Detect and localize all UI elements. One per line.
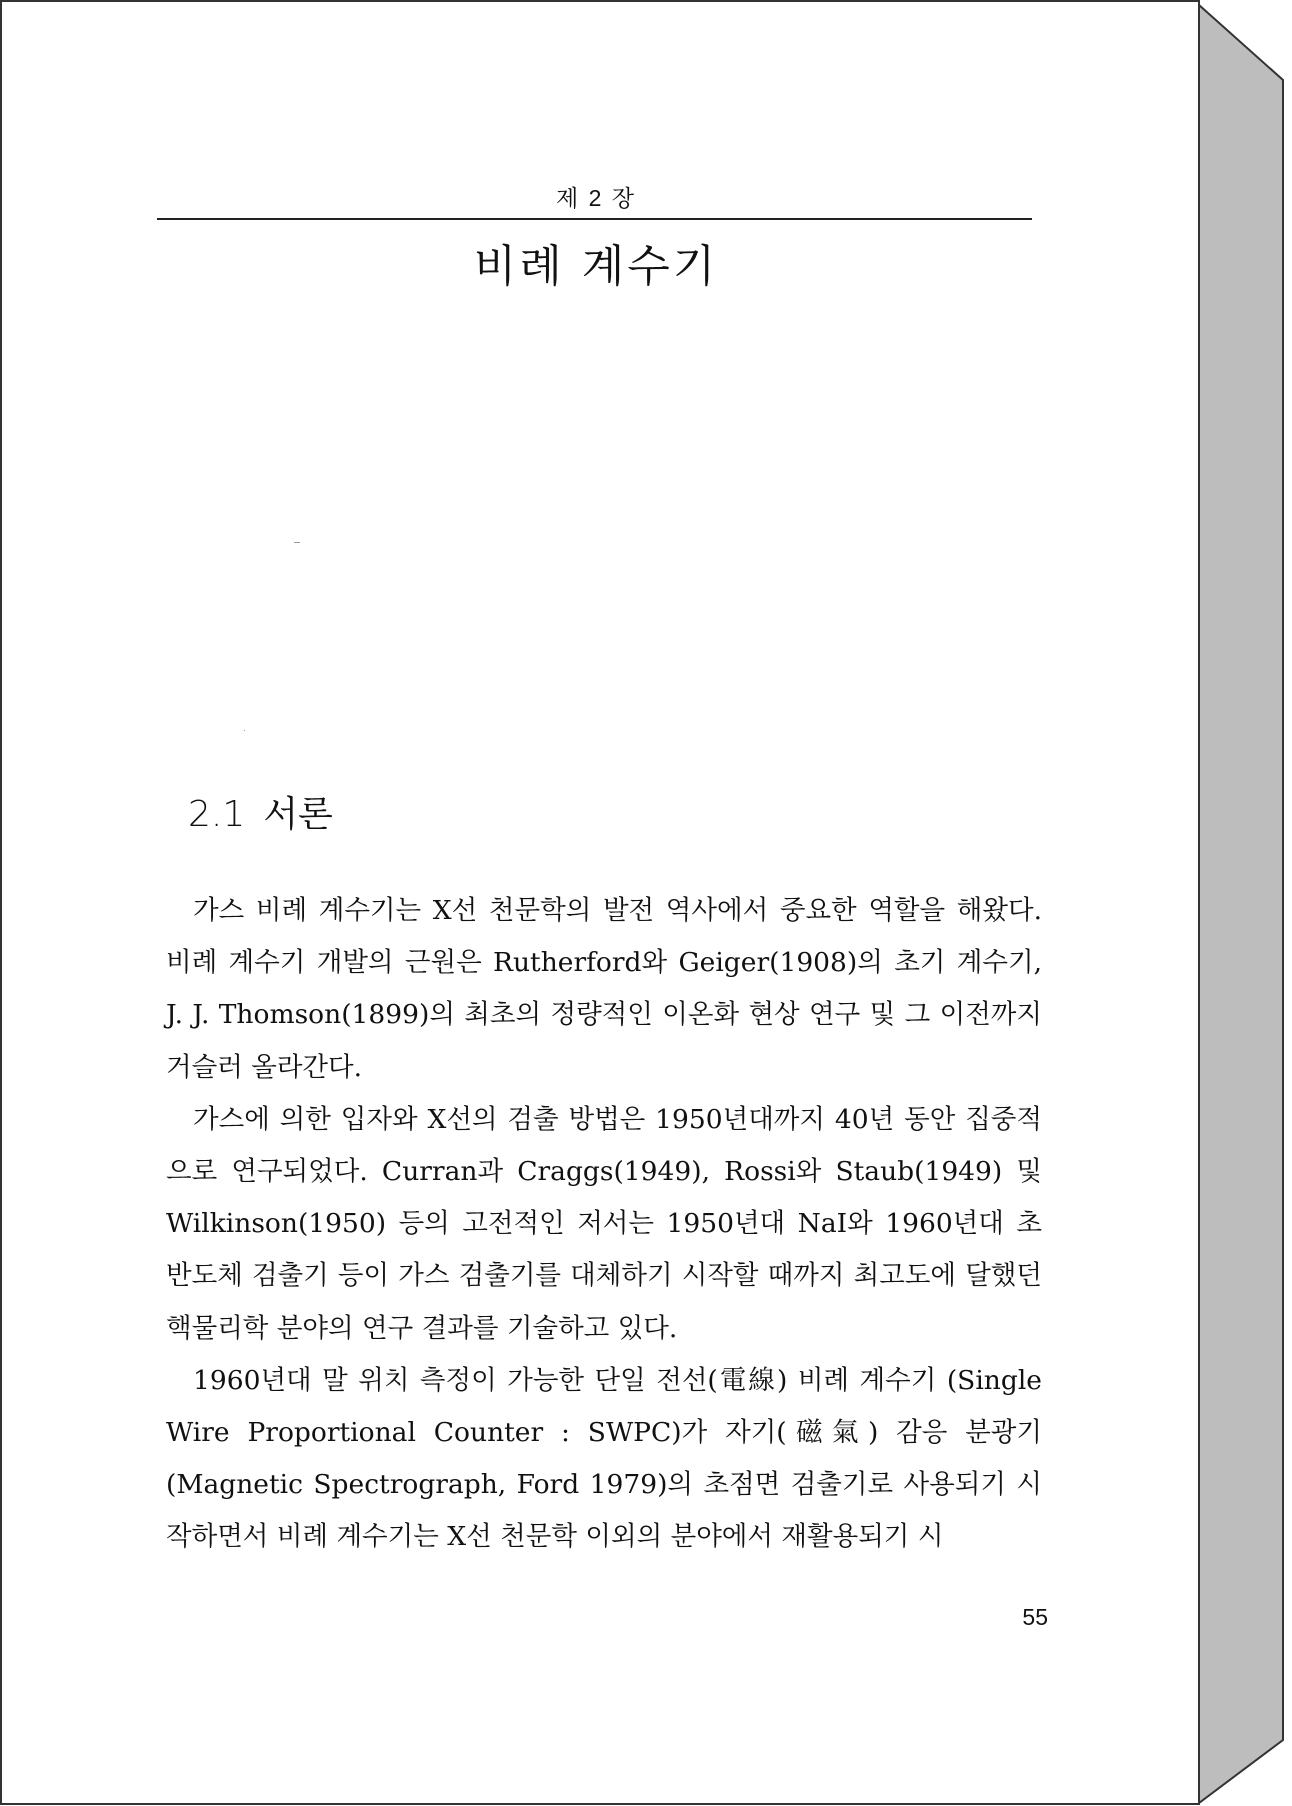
body-text — [166, 885, 1042, 1564]
section-number: 2.1 — [188, 794, 246, 835]
scan-speck — [244, 730, 245, 731]
section-heading — [188, 786, 333, 837]
chapter-title: 비례 계수기 — [473, 241, 719, 292]
page-edge-shadow — [1199, 5, 1283, 1803]
paragraph: 가스에 의한 입자와 X선의 검출 방법은 1950년대까지 40년 동안 집중적으로 연구되었다. Curran과 Craggs(1949), Rossi와 Staub(1949) 및 Wilkinson(1950) 등의 고전적인 저서는 1950년대 NaI와 1960년대 초 반도체 검출기 등이 가스 검출기를 대체하기 시작할 때까지 최고도에 달했던 핵물리학 분야의 연구 결과를 기술하고 있다. — [166, 1103, 1042, 1344]
chapter-label: 제 2 장 — [555, 185, 636, 211]
paragraph: 1960년대 말 위치 측정이 가능한 단일 전선(電線) 비례 계수기 (Single Wire Proportional Counter : SWPC)가 자기(磁氣) 감응 분광기 (Magnetic Spectrograph, Ford 1979)의 초점면 검출기로 사용되기 시작하면서 비례 계수기는 X선 천문학 이외의 분야에서 재활용되기 시 — [166, 1364, 1042, 1553]
paragraph: 가스 비례 계수기는 X선 천문학의 발전 역사에서 중요한 역할을 해왔다. 비례 계수기 개발의 근원은 Rutherford와 Geiger(1908)의 초기 계수기, J. J. Thomson(1899)의 최초의 정량적인 이온화 현상 연구 및 그 이전까지 거슬러 올라간다. — [166, 895, 1042, 1083]
scan-speck — [294, 542, 300, 543]
page-number: 55 — [1022, 1604, 1048, 1630]
section-title: 서론 — [263, 794, 333, 835]
chapter-rule — [157, 218, 1032, 220]
